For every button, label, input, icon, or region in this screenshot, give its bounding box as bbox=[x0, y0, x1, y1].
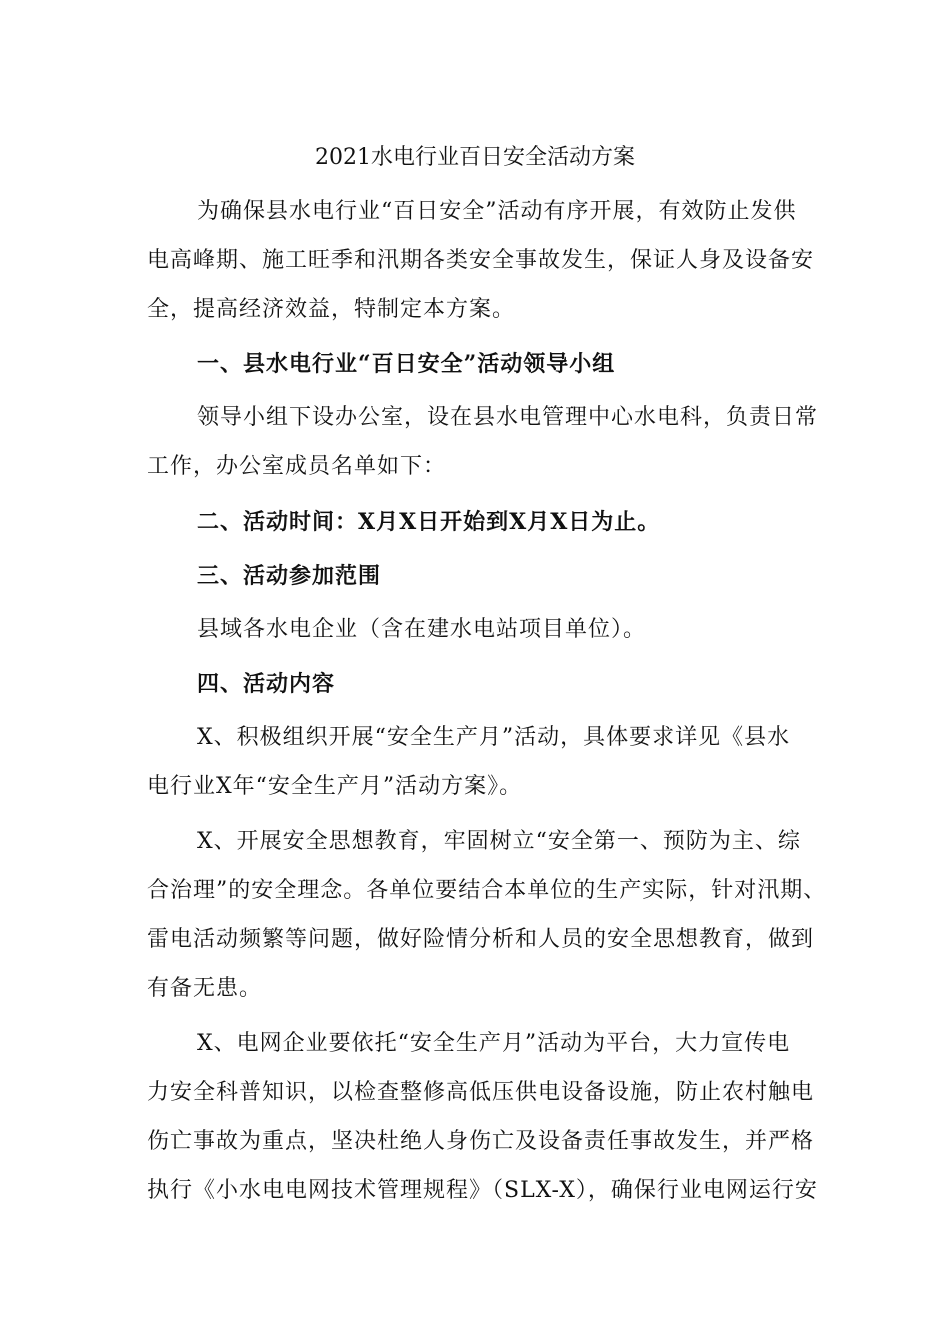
paragraph-line: 电行业X年“安全生产月”活动方案》。 bbox=[147, 774, 523, 799]
paragraph-line: 力安全科普知识，以检查整修高低压供电设备设施，防止农村触电 bbox=[147, 1080, 815, 1105]
paragraph-line: X、开展安全思想教育，牢固树立“安全第一、预防为主、综 bbox=[197, 829, 801, 854]
paragraph-line: 电高峰期、施工旺季和汛期各类安全事故发生，保证人身及设备安 bbox=[147, 248, 815, 273]
paragraph-line: 执行《小水电电网技术管理规程》（SLX-X），确保行业电网运行安 bbox=[147, 1178, 818, 1203]
paragraph-line: 有备无患。 bbox=[147, 976, 263, 1001]
document-title: 2021水电行业百日安全活动方案 bbox=[315, 145, 635, 170]
paragraph-line: 全，提高经济效益，特制定本方案。 bbox=[147, 297, 516, 322]
paragraph-line: 合治理”的安全理念。各单位要结合本单位的生产实际，针对汛期、 bbox=[147, 878, 827, 903]
paragraph-line: 工作，办公室成员名单如下： bbox=[147, 454, 447, 479]
paragraph-line: 雷电活动频繁等问题，做好险情分析和人员的安全思想教育，做到 bbox=[147, 927, 815, 952]
paragraph-line: X、电网企业要依托“安全生产月”活动为平台，大力宣传电 bbox=[197, 1031, 791, 1056]
section-heading: 二、活动时间：X月X日开始到X月X日为止。 bbox=[197, 509, 661, 535]
section-heading: 一、县水电行业“百日安全”活动领导小组 bbox=[197, 351, 616, 377]
paragraph-line: 领导小组下设办公室，设在县水电管理中心水电科，负责日常 bbox=[197, 405, 819, 430]
section-heading: 三、活动参加范围 bbox=[197, 563, 382, 589]
paragraph-line: 伤亡事故为重点，坚决杜绝人身伤亡及设备责任事故发生，并严格 bbox=[147, 1129, 815, 1154]
paragraph-line: 为确保县水电行业“百日安全”活动有序开展，有效防止发供 bbox=[197, 199, 797, 224]
paragraph-line: X、积极组织开展“安全生产月”活动，具体要求详见《县水 bbox=[197, 725, 791, 750]
paragraph-line: 县域各水电企业（含在建水电站项目单位）。 bbox=[197, 617, 647, 642]
section-heading: 四、活动内容 bbox=[197, 671, 336, 697]
